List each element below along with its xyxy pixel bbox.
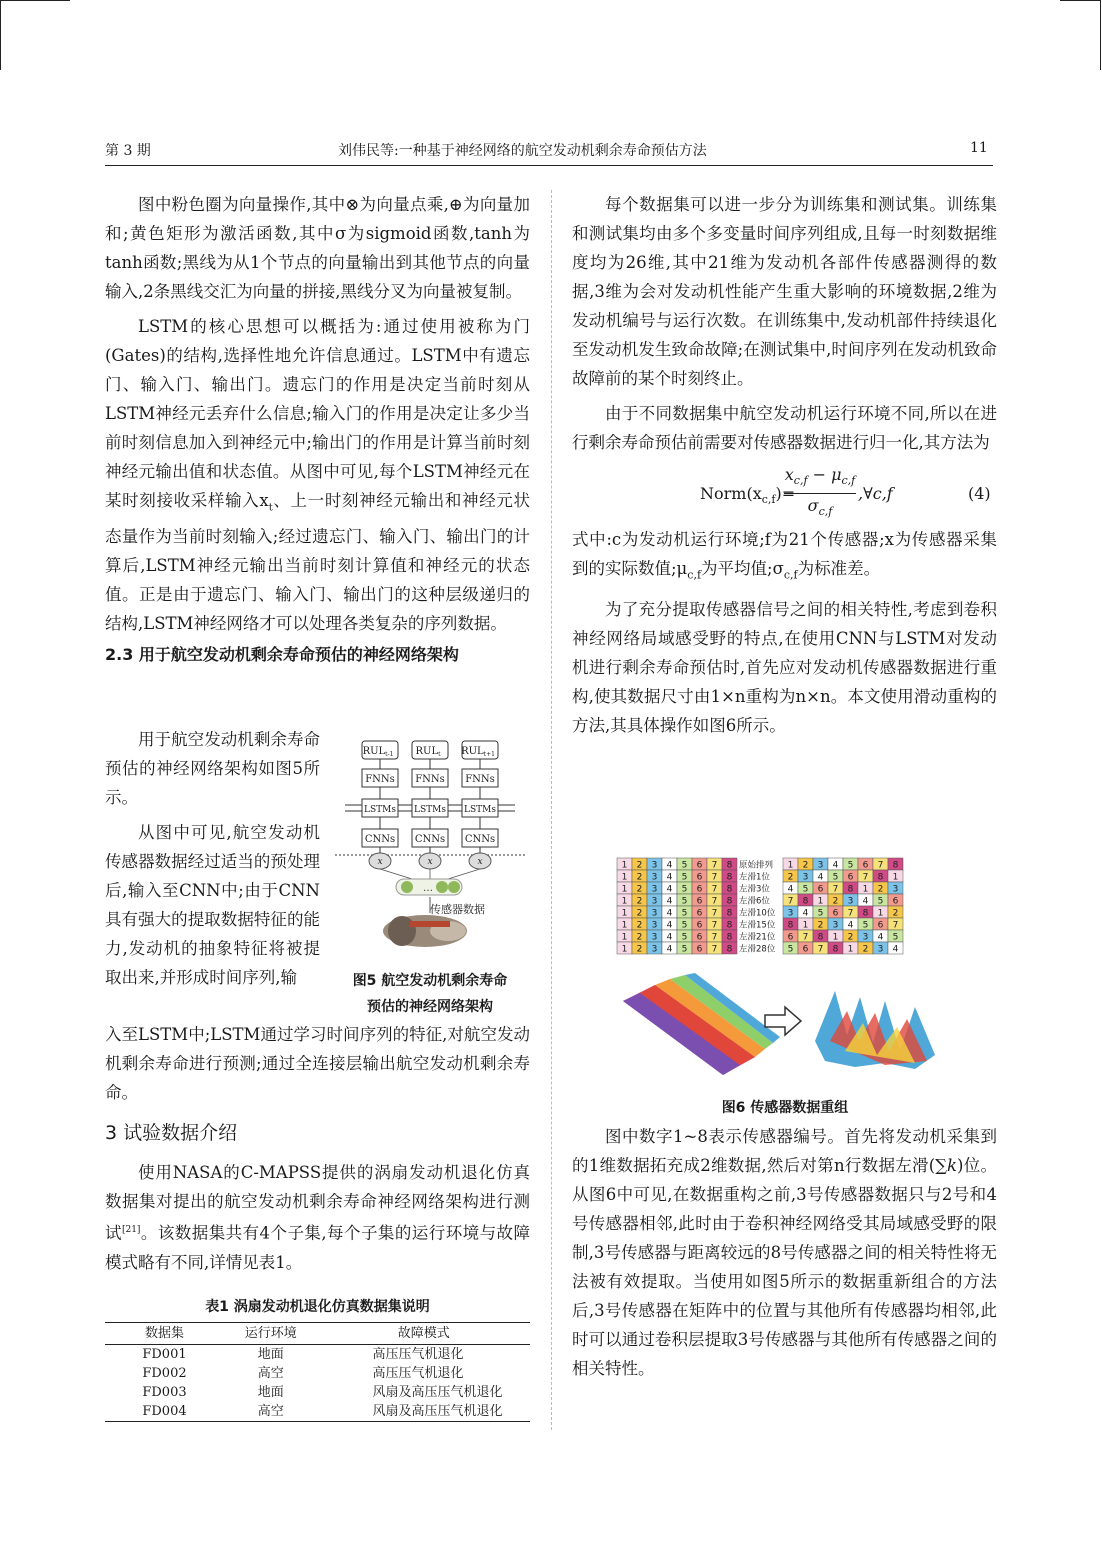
grid-cell-original-label: 7 <box>711 872 718 883</box>
left-paragraph-4: 使用NASA的C-MAPSS提供的涡扇发动机退化仿真数据集对提出的航空发动机剩余寿命神经网络架构进行测试[21]。该数据集共有4个子集,每个子集的运行环境与故障模式略有不同,详情见表1。 <box>105 1163 530 1272</box>
grid-cell-shifted-label: 2 <box>862 944 869 955</box>
section-3-heading: 3 试验数据介绍 <box>105 1122 238 1144</box>
grid-cell-original-label: 3 <box>651 944 658 955</box>
right-column-lower <box>572 1122 997 1383</box>
grid-cell-shifted-label: 6 <box>877 920 884 931</box>
grid-cell-shifted-label: 5 <box>802 884 809 895</box>
table-row: FD002 高空 高压压气机退化 <box>142 1366 464 1381</box>
table-row: FD003 地面 风扇及高压压气机退化 <box>142 1385 503 1400</box>
grid-cell-original-label: 8 <box>726 884 733 895</box>
grid-cell-original-label: 8 <box>726 896 733 907</box>
grid-cell-original-label: 3 <box>651 860 658 871</box>
grid-cell-shifted-label: 6 <box>787 932 794 943</box>
table-row: FD004 高空 风扇及高压压气机退化 <box>105 1402 530 1422</box>
grid-cell-original-label: 6 <box>696 944 703 955</box>
table-header-fault: 故障模式 <box>318 1323 531 1345</box>
grid-cell-shifted-label: 3 <box>892 884 899 895</box>
grid-cell-original-label: 4 <box>666 908 673 919</box>
grid-cell-shifted-label: 1 <box>787 860 794 871</box>
grid-cell-shifted-label: 1 <box>802 920 809 931</box>
grid-cell-shifted-label: 8 <box>892 860 899 871</box>
grid-cell-shifted-label: 8 <box>877 872 884 883</box>
running-header-issue: 第 3 期 <box>105 143 151 159</box>
grid-cell-shifted-label: 2 <box>787 872 794 883</box>
crop-mark-top-right-v <box>1100 0 1101 70</box>
grid-cell-original-label: 2 <box>636 860 643 871</box>
section-2-3-heading: 2.3 用于航空发动机剩余寿命预估的神经网络架构 <box>105 645 459 665</box>
grid-cell-shifted-label: 5 <box>787 944 794 955</box>
equation-number: (4) <box>968 484 991 503</box>
equation-fraction: $x_{c,f} - \mu_{c,f}$ $\sigma_{c,f}$ <box>784 465 856 519</box>
grid-cell-original-label: 8 <box>726 872 733 883</box>
shift-label: 左滑21位 <box>739 932 776 943</box>
crop-mark-top-left <box>0 0 70 1</box>
grid-cell-shifted-label: 2 <box>877 884 884 895</box>
grid-cell-original-label: 7 <box>711 896 718 907</box>
grid-cell-shifted-label: 2 <box>802 860 809 871</box>
grid-cell-original-label: 1 <box>621 860 628 871</box>
grid-cell-shifted-label: 7 <box>787 896 794 907</box>
right-paragraph-2: 由于不同数据集中航空发动机运行环境不同,所以在进行剩余寿命预估前需要对传感器数据进行归一化,其方法为 <box>572 404 997 452</box>
grid-cell-original-label: 5 <box>681 896 688 907</box>
sensor-node-3 <box>448 881 460 893</box>
equation-4 <box>572 463 997 521</box>
grid-cell-original-label: 8 <box>726 860 733 871</box>
grid-cell-original-label: 8 <box>726 920 733 931</box>
grid-cell-shifted-label: 6 <box>802 944 809 955</box>
grid-cell-shifted-label: 7 <box>832 884 839 895</box>
reconstructed-surface <box>815 991 935 1069</box>
grid-cell-original-label: 5 <box>681 932 688 943</box>
left-paragraph-3b: 从图中可见,航空发动机传感器数据经过适当的预处理后,输入至CNN中;由于CNN具有强大的提取数据特征的能力,发动机的抽象特征将被提取出来,并形成时间序列,输 <box>105 823 320 987</box>
lstms-label-3: LSTMs <box>464 805 496 815</box>
grid-cell-original-label: 3 <box>651 896 658 907</box>
grid-cell-original-label: 6 <box>696 896 703 907</box>
grid-cell-shifted-label: 2 <box>892 908 899 919</box>
left-paragraph-3a: 用于航空发动机剩余寿命预估的神经网络架构如图5所示。 <box>105 730 320 807</box>
grid-cell-original-label: 3 <box>651 920 658 931</box>
grid-cell-original-label: 5 <box>681 872 688 883</box>
grid-cell-original-label: 5 <box>681 908 688 919</box>
grid-cell-shifted-label: 5 <box>847 860 854 871</box>
header-rule <box>105 165 993 166</box>
original-surface <box>623 973 780 1075</box>
grid-cell-shifted-label: 8 <box>787 920 794 931</box>
grid-cell-original-label: 7 <box>711 884 718 895</box>
grid-cell-shifted-label: 3 <box>802 872 809 883</box>
grid-cell-original-label: 6 <box>696 884 703 895</box>
grid-cell-original-label: 4 <box>666 884 673 895</box>
right-paragraph-1: 每个数据集可以进一步分为训练集和测试集。训练集和测试集均由多个多变量时间序列组成,且每一时刻数据维度均为26维,其中21维为发动机各部件传感器测得的数据,3维为会对发动机性能产生重大影响的环境数据,2维为发动机编号与运行次数。在训练集中,发动机部件持续退化至发动机发生致命故障;在测试集中,时间序列在发动机致命故障前的某个时刻终止。 <box>572 195 997 388</box>
grid-cell-shifted-label: 7 <box>892 920 899 931</box>
grid-cell-original-label: 5 <box>681 944 688 955</box>
grid-cell-original-label: 7 <box>711 932 718 943</box>
grid-cell-original-label: 5 <box>681 920 688 931</box>
equation-lhs: $Norm(x_{c,f})=$ <box>700 484 796 507</box>
input-x-label-1: x <box>377 857 383 867</box>
grid-cell-shifted-label: 4 <box>847 920 854 931</box>
grid-cell-shifted-label: 4 <box>787 884 794 895</box>
grid-cell-shifted-label: 4 <box>862 896 869 907</box>
grid-cell-shifted-label: 8 <box>802 896 809 907</box>
grid-cell-original-label: 2 <box>636 932 643 943</box>
grid-cell-original-label: 6 <box>696 932 703 943</box>
figure-6-caption: 图6 传感器数据重组 <box>721 1100 849 1116</box>
grid-cell-original-label: 1 <box>621 872 628 883</box>
shift-label: 左滑1位 <box>739 872 770 883</box>
equation-forall: ,∀c,f <box>858 484 893 503</box>
grid-cell-shifted-label: 1 <box>847 944 854 955</box>
cnns-label-3: CNNs <box>464 834 496 845</box>
grid-cell-original-label: 3 <box>651 872 658 883</box>
left-wrap-text <box>105 725 320 992</box>
table-row: FD001 地面 高压压气机退化 <box>142 1347 464 1362</box>
right-paragraph-3: 式中:c为发动机运行环境;f为21个传感器;x为传感器采集到的实际数值$;\mu_{c,f}$为平均值$;\sigma_{c,f}$为标准差。 <box>572 530 997 582</box>
figure-6 <box>615 856 955 1116</box>
left-paragraph-3c: 入至LSTM中;LSTM通过学习时间序列的特征,对航空发动机剩余寿命进行预测;通过全连接层输出航空发动机剩余寿命。 <box>105 1025 530 1102</box>
grid-cell-shifted-label: 4 <box>817 872 824 883</box>
grid-cell-original-label: 3 <box>651 932 658 943</box>
grid-cell-original-label: 7 <box>711 920 718 931</box>
shift-label: 左滑15位 <box>739 920 776 931</box>
grid-cell-original-label: 1 <box>621 896 628 907</box>
grid-cell-shifted-label: 7 <box>862 872 869 883</box>
grid-cell-original-label: 8 <box>726 944 733 955</box>
grid-cell-shifted-label: 3 <box>877 944 884 955</box>
grid-cell-shifted-label: 1 <box>832 932 839 943</box>
grid-cell-original-label: 1 <box>621 932 628 943</box>
grid-cell-original-label: 2 <box>636 884 643 895</box>
sensor-node-2 <box>436 881 448 893</box>
grid-cell-shifted-label: 7 <box>847 908 854 919</box>
grid-cell-shifted-label: 7 <box>877 860 884 871</box>
shift-label: 左滑3位 <box>739 884 770 895</box>
cnns-label-1: CNNs <box>364 834 396 845</box>
grid-cell-shifted-label: 5 <box>877 896 884 907</box>
sensor-data-label: 传感器数据 <box>430 903 485 916</box>
table-1-grid <box>105 1322 530 1422</box>
engine-illustration <box>383 915 467 947</box>
table-1 <box>105 1296 530 1422</box>
table-1-caption: 表1 涡扇发动机退化仿真数据集说明 <box>205 1299 430 1315</box>
fnns-label-2: FNNs <box>415 774 445 785</box>
left-column <box>105 190 530 669</box>
input-x-label-2: x <box>427 857 433 867</box>
rul-label-1: $RUL_{t-1}$ <box>362 746 394 758</box>
input-x-label-3: x <box>477 857 483 867</box>
grid-cell-original-label: 7 <box>711 944 718 955</box>
grid-cell-shifted-label: 5 <box>817 908 824 919</box>
rul-label-2: $RUL_t$ <box>415 746 441 758</box>
grid-cell-original-label: 6 <box>696 872 703 883</box>
grid-cell-shifted-label: 5 <box>892 932 899 943</box>
grid-cell-original-label: 1 <box>621 944 628 955</box>
grid-cell-shifted-label: 1 <box>892 872 899 883</box>
grid-cell-original-label: 7 <box>711 908 718 919</box>
shift-label: 原始排列 <box>739 860 774 871</box>
figure-6-surfaces <box>615 971 955 1081</box>
left-paragraph-1: 图中粉色圈为向量操作,其中⊗为向量点乘,⊕为向量加和;黄色矩形为激活函数,其中σ为sigmoid函数,tanh为tanh函数;黑线为从1个节点的向量输出到其他节点的向量输入,2条黑线交汇为向量的拼接,黑线分叉为向量被复制。 <box>105 195 530 301</box>
grid-cell-shifted-label: 2 <box>847 932 854 943</box>
shift-label: 左滑10位 <box>739 908 776 919</box>
grid-cell-original-label: 6 <box>696 908 703 919</box>
grid-cell-original-label: 3 <box>651 908 658 919</box>
grid-cell-shifted-label: 3 <box>817 860 824 871</box>
grid-cell-original-label: 1 <box>621 884 628 895</box>
grid-cell-original-label: 1 <box>621 920 628 931</box>
right-column <box>572 190 997 740</box>
grid-cell-shifted-label: 4 <box>892 944 899 955</box>
table-header-environment: 运行环境 <box>224 1323 318 1345</box>
grid-cell-original-label: 1 <box>621 908 628 919</box>
crop-mark-top-left-v <box>0 0 1 70</box>
grid-cell-shifted-label: 6 <box>832 908 839 919</box>
left-column-lower <box>105 1020 530 1277</box>
grid-cell-shifted-label: 6 <box>892 896 899 907</box>
cnns-label-2: CNNs <box>414 834 446 845</box>
grid-cell-original-label: 4 <box>666 860 673 871</box>
grid-cell-shifted-label: 3 <box>862 932 869 943</box>
figure-6-grid <box>615 856 955 961</box>
figure-5-caption-line-1: 图5 航空发动机剩余寿命 <box>352 973 508 989</box>
grid-cell-shifted-label: 3 <box>832 920 839 931</box>
right-paragraph-5: 图中数字1~8表示传感器编号。首先将发动机采集到的1维数据拓充成2维数据,然后对第n行数据左滑(∑k)位。从图6中可见,在数据重构之前,3号传感器数据只与2号和4号传感器相邻,此时由于卷积神经网络受其局域感受野的限制,3号传感器与距离较远的8号传感器之间的相关特性将无法被有效提取。当使用如图5所示的数据重新组合的方法后,3号传感器在矩阵中的位置与其他所有传感器均相邻,此时可以通过卷积层提取3号传感器与其他所有传感器之间的相关特性。 <box>572 1127 997 1378</box>
grid-cell-shifted-label: 8 <box>862 908 869 919</box>
figure-5 <box>330 733 530 1015</box>
left-paragraph-2: LSTM的核心思想可以概括为:通过使用被称为门(Gates)的结构,选择性地允许信息通过。LSTM中有遗忘门、输入门、输出门。遗忘门的作用是决定当前时刻从LSTM神经元丢弃什么信息;输入门的作用是决定让多少当前时刻信息加入到神经元中;输出门的作用是计算当前时刻神经元输出值和状态值。从图中可见,每个LSTM神经元在某时刻接收采样输入$x_t$、上一时刻神经元输出和神经元状态量作为当前时刻输入;经过遗忘门、输入门、输出门的计算后,LSTM神经元输出当前时刻计算值和神经元的状态值。正是由于遗忘门、输入门、输出门的这种层级递归的结构,LSTM神经网络才可以处理各类复杂的序列数据。 <box>105 317 531 634</box>
grid-cell-shifted-label: 6 <box>847 872 854 883</box>
lstms-label-1: LSTMs <box>364 805 396 815</box>
figure-5-caption-line-2: 预估的神经网络架构 <box>367 999 493 1015</box>
grid-cell-shifted-label: 6 <box>862 860 869 871</box>
grid-cell-original-label: 3 <box>651 884 658 895</box>
grid-cell-shifted-label: 8 <box>817 932 824 943</box>
grid-cell-shifted-label: 4 <box>832 860 839 871</box>
grid-cell-original-label: 4 <box>666 872 673 883</box>
grid-cell-shifted-label: 1 <box>877 908 884 919</box>
sensor-node-1 <box>401 881 413 893</box>
grid-cell-shifted-label: 4 <box>802 908 809 919</box>
grid-cell-original-label: 2 <box>636 908 643 919</box>
grid-cell-shifted-label: 5 <box>832 872 839 883</box>
grid-cell-shifted-label: 2 <box>832 896 839 907</box>
grid-cell-shifted-label: 3 <box>847 896 854 907</box>
fnns-label-3: FNNs <box>465 774 495 785</box>
grid-cell-original-label: 5 <box>681 860 688 871</box>
rul-label-3: $RUL_{t+1}$ <box>461 746 495 758</box>
grid-cell-shifted-label: 6 <box>817 884 824 895</box>
shift-label: 左滑28位 <box>739 944 776 955</box>
grid-cell-shifted-label: 3 <box>787 908 794 919</box>
fnns-label-1: FNNs <box>365 774 395 785</box>
lstms-label-2: LSTMs <box>414 805 446 815</box>
grid-cell-shifted-label: 4 <box>877 932 884 943</box>
figure-5-diagram <box>330 733 530 948</box>
grid-cell-original-label: 4 <box>666 944 673 955</box>
grid-cell-original-label: 6 <box>696 860 703 871</box>
shift-label: 左滑6位 <box>739 896 770 907</box>
grid-cell-shifted-label: 7 <box>817 944 824 955</box>
grid-cell-original-label: 4 <box>666 932 673 943</box>
grid-cell-original-label: 4 <box>666 920 673 931</box>
grid-cell-original-label: 4 <box>666 896 673 907</box>
grid-cell-shifted-label: 7 <box>802 932 809 943</box>
grid-cell-original-label: 5 <box>681 884 688 895</box>
grid-cell-original-label: 2 <box>636 896 643 907</box>
grid-cell-shifted-label: 5 <box>862 920 869 931</box>
right-paragraph-4: 为了充分提取传感器信号之间的相关特性,考虑到卷积神经网络局域感受野的特点,在使用CNN与LSTM对发动机进行剩余寿命预估时,首先应对发动机传感器数据进行重构,使其数据尺寸由1×n重构为n×n。本文使用滑动重构的方法,其具体操作如图6所示。 <box>572 600 997 736</box>
grid-cell-original-label: 2 <box>636 872 643 883</box>
grid-cell-original-label: 6 <box>696 920 703 931</box>
running-header-title: 刘伟民等:一种基于神经网络的航空发动机剩余寿命预估方法 <box>338 143 707 159</box>
grid-cell-original-label: 2 <box>636 920 643 931</box>
grid-cell-original-label: 8 <box>726 908 733 919</box>
crop-mark-top-right <box>1060 0 1101 1</box>
grid-cell-original-label: 2 <box>636 944 643 955</box>
grid-cell-shifted-label: 8 <box>847 884 854 895</box>
table-header-dataset: 数据集 <box>105 1323 224 1345</box>
grid-cell-original-label: 8 <box>726 932 733 943</box>
grid-cell-shifted-label: 1 <box>817 896 824 907</box>
page-number: 11 <box>970 140 988 156</box>
grid-cell-original-label: 7 <box>711 860 718 871</box>
grid-cell-shifted-label: 1 <box>862 884 869 895</box>
grid-cell-shifted-label: 8 <box>832 944 839 955</box>
sensor-node-dots: … <box>423 883 433 894</box>
column-divider <box>551 190 552 1430</box>
grid-cell-shifted-label: 2 <box>817 920 824 931</box>
